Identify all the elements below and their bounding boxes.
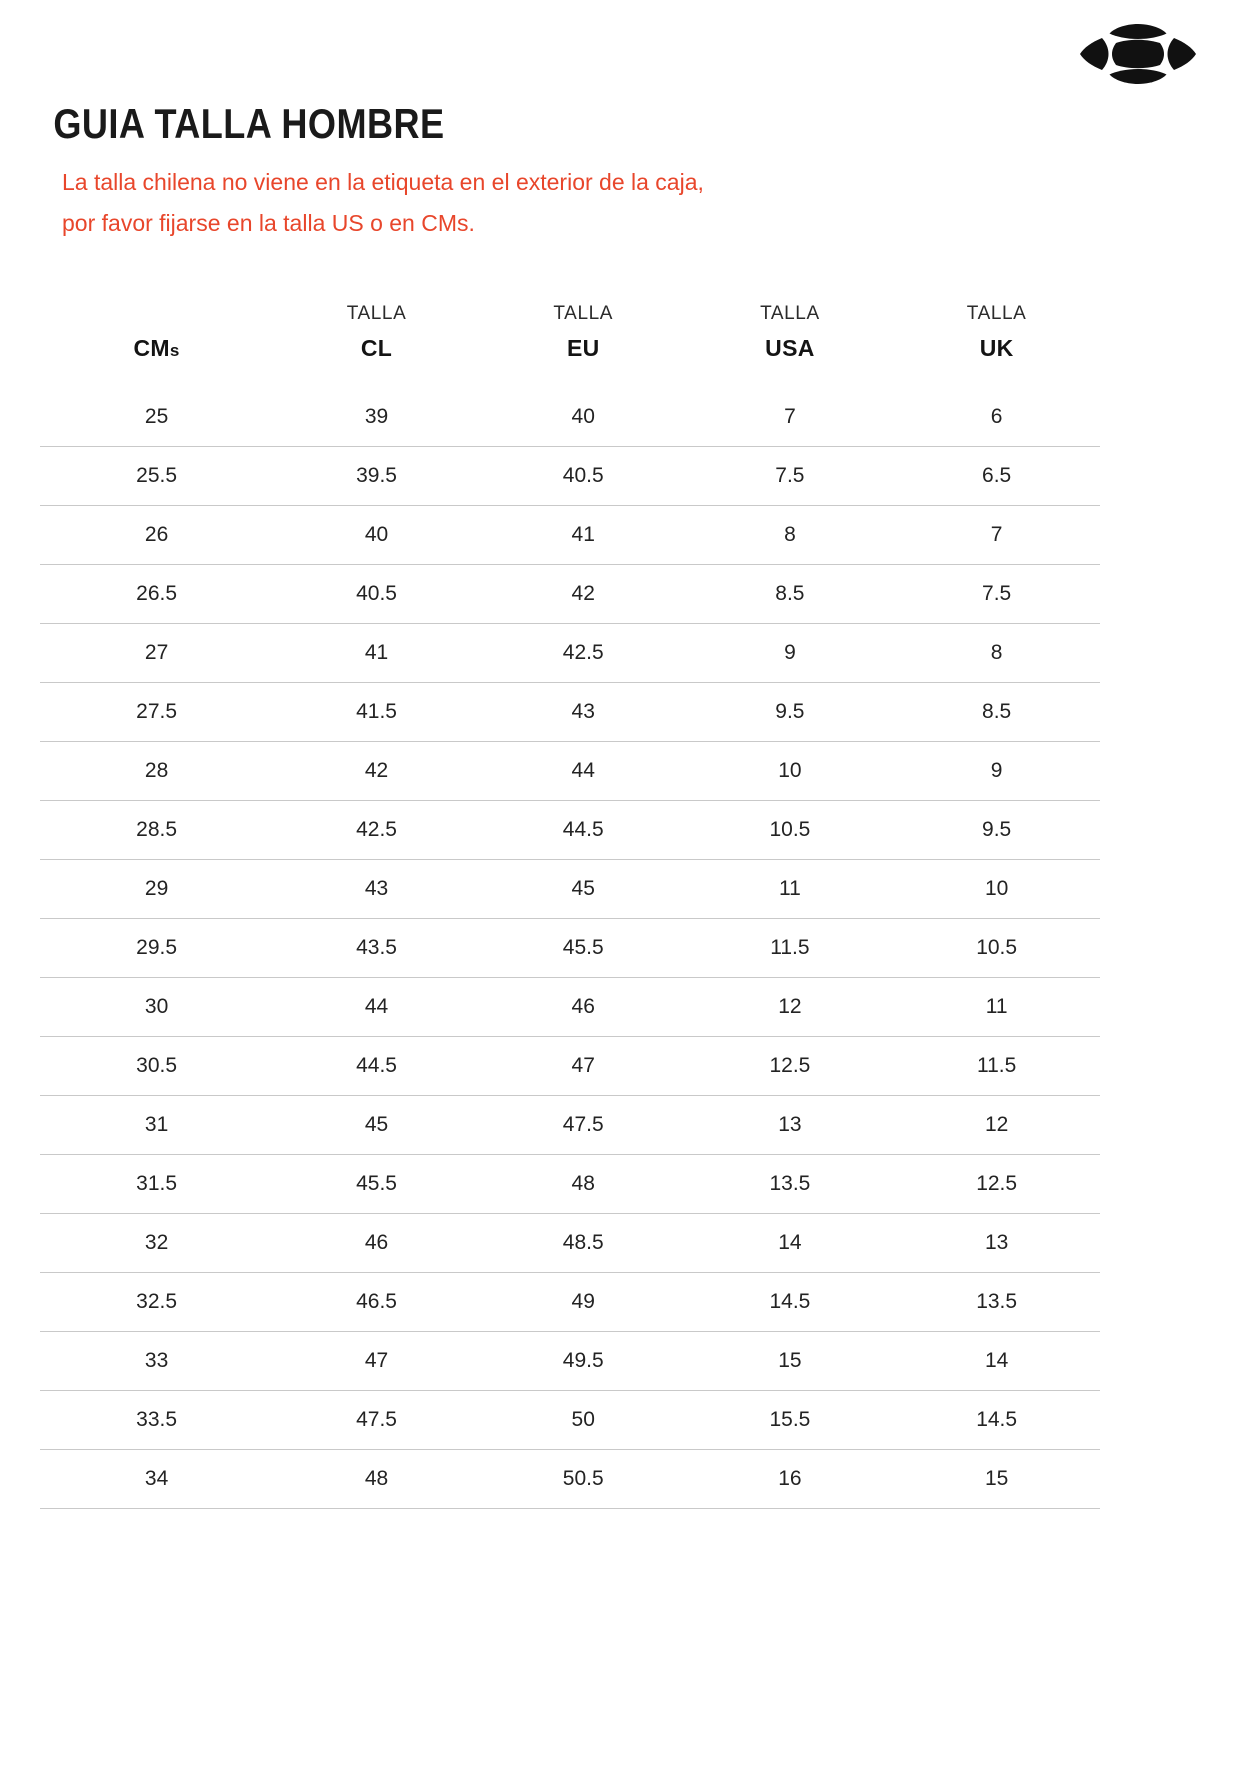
notice-block (0, 148, 1000, 241)
table-cell: 39.5 (273, 446, 480, 505)
column-header-top-uk: TALLA (966, 302, 1027, 324)
table-cell: 29.5 (40, 918, 273, 977)
table-row (40, 505, 1100, 564)
table-cell: 30.5 (40, 1036, 273, 1095)
table-cell: 42 (273, 741, 480, 800)
table-cell: 11.5 (893, 1036, 1100, 1095)
table-cell: 46 (273, 1213, 480, 1272)
table-cell: 41 (480, 505, 687, 564)
table-cell: 15 (687, 1331, 894, 1390)
column-header-main-uk: UK (979, 334, 1014, 361)
table-cell: 12.5 (687, 1036, 894, 1095)
table-row (40, 1390, 1100, 1449)
table-cell: 45.5 (480, 918, 687, 977)
table-row (40, 1154, 1100, 1213)
table-cell: 12.5 (893, 1154, 1100, 1213)
table-cell: 33 (40, 1331, 273, 1390)
table-cell: 10.5 (687, 800, 894, 859)
table-row (40, 564, 1100, 623)
table-cell: 15.5 (687, 1390, 894, 1449)
table-cell: 14.5 (687, 1272, 894, 1331)
table-cell: 47.5 (273, 1390, 480, 1449)
table-cell: 48.5 (480, 1213, 687, 1272)
column-header-main-cms: CMs (133, 334, 180, 361)
table-cell: 9.5 (893, 800, 1100, 859)
table-cell: 25.5 (40, 446, 273, 505)
table-cell: 9 (893, 741, 1100, 800)
table-cell: 43 (273, 859, 480, 918)
table-cell: 45 (480, 859, 687, 918)
table-cell: 29 (40, 859, 273, 918)
table-cell: 49.5 (480, 1331, 687, 1390)
table-cell: 44 (273, 977, 480, 1036)
table-row (40, 977, 1100, 1036)
table-cell: 40 (480, 388, 687, 447)
table-cell: 43.5 (273, 918, 480, 977)
notice-line-1: La talla chilena no viene en la etiqueta en el exterior de la caja, (62, 169, 704, 195)
column-header-top-usa: TALLA (760, 302, 820, 324)
column-header-main-cl: CL (360, 334, 393, 361)
table-cell: 28 (40, 741, 273, 800)
table-cell: 33.5 (40, 1390, 273, 1449)
column-header-uk (893, 303, 1100, 388)
table-cell: 7.5 (893, 564, 1100, 623)
table-cell: 46.5 (273, 1272, 480, 1331)
table-cell: 13 (893, 1213, 1100, 1272)
table-cell: 14.5 (893, 1390, 1100, 1449)
column-header-main-eu: EU (566, 334, 600, 361)
table-row (40, 1272, 1100, 1331)
column-header-cms (40, 303, 273, 388)
table-row (40, 623, 1100, 682)
table-cell: 27 (40, 623, 273, 682)
table-cell: 10 (893, 859, 1100, 918)
notice-line-2: por favor fijarse en la talla US o en CMs. (62, 210, 475, 237)
table-cell: 48 (480, 1154, 687, 1213)
column-header-cl (273, 303, 480, 388)
table-row (40, 800, 1100, 859)
table-cell: 13.5 (687, 1154, 894, 1213)
table-header (40, 303, 1100, 388)
table-cell: 7.5 (687, 446, 894, 505)
table-cell: 30 (40, 977, 273, 1036)
table-cell: 11.5 (687, 918, 894, 977)
table-cell: 44.5 (273, 1036, 480, 1095)
table-cell: 26.5 (40, 564, 273, 623)
table-cell: 13 (687, 1095, 894, 1154)
table-cell: 16 (687, 1449, 894, 1508)
table-cell: 44.5 (480, 800, 687, 859)
column-header-top-eu: TALLA (553, 302, 614, 324)
table-cell: 34 (40, 1449, 273, 1508)
page-title: GUIA TALLA HOMBRE (53, 100, 445, 147)
table-cell: 45.5 (273, 1154, 480, 1213)
table-row (40, 1449, 1100, 1508)
column-header-eu (480, 303, 687, 388)
table-cell: 12 (893, 1095, 1100, 1154)
table-cell: 7 (893, 505, 1100, 564)
table-cell: 42.5 (273, 800, 480, 859)
table-body (40, 388, 1100, 1509)
table-cell: 6.5 (893, 446, 1100, 505)
table-cell: 8 (687, 505, 894, 564)
under-armour-logo-icon (1072, 18, 1204, 90)
table-cell: 14 (687, 1213, 894, 1272)
table-cell: 7 (687, 388, 894, 447)
table-cell: 47 (273, 1331, 480, 1390)
table-cell: 42.5 (480, 623, 687, 682)
table-cell: 27.5 (40, 682, 273, 741)
table-cell: 40 (273, 505, 480, 564)
table-cell: 47.5 (480, 1095, 687, 1154)
table-cell: 13.5 (893, 1272, 1100, 1331)
table-cell: 14 (893, 1331, 1100, 1390)
table-cell: 45 (273, 1095, 480, 1154)
table-cell: 40.5 (273, 564, 480, 623)
table-row (40, 859, 1100, 918)
table-cell: 43 (480, 682, 687, 741)
table-row (40, 918, 1100, 977)
table-row (40, 741, 1100, 800)
table-cell: 40.5 (480, 446, 687, 505)
table-cell: 8 (893, 623, 1100, 682)
table-row (40, 1213, 1100, 1272)
table-cell: 9 (687, 623, 894, 682)
table-cell: 32.5 (40, 1272, 273, 1331)
table-row (40, 1095, 1100, 1154)
table-cell: 15 (893, 1449, 1100, 1508)
table-cell: 10.5 (893, 918, 1100, 977)
table-cell: 44 (480, 741, 687, 800)
table-cell: 41.5 (273, 682, 480, 741)
table-cell: 9.5 (687, 682, 894, 741)
table-cell: 50 (480, 1390, 687, 1449)
table-row (40, 388, 1100, 447)
table-cell: 12 (687, 977, 894, 1036)
table-cell: 41 (273, 623, 480, 682)
table-row (40, 446, 1100, 505)
column-header-top-cl: TALLA (346, 302, 407, 324)
table-header-row (40, 303, 1100, 388)
table-cell: 39 (273, 388, 480, 447)
table-cell: 25 (40, 388, 273, 447)
table-cell: 48 (273, 1449, 480, 1508)
table-cell: 11 (893, 977, 1100, 1036)
table-cell: 47 (480, 1036, 687, 1095)
table-cell: 42 (480, 564, 687, 623)
table-cell: 6 (893, 388, 1100, 447)
table-cell: 8.5 (893, 682, 1100, 741)
table-cell: 46 (480, 977, 687, 1036)
column-header-main-usa: USA (765, 334, 815, 361)
table-cell: 31.5 (40, 1154, 273, 1213)
table-row (40, 1036, 1100, 1095)
column-header-usa (687, 303, 894, 388)
size-conversion-table (40, 303, 1100, 1509)
table-row (40, 682, 1100, 741)
table-cell: 8.5 (687, 564, 894, 623)
table-cell: 11 (687, 859, 894, 918)
table-cell: 50.5 (480, 1449, 687, 1508)
table-cell: 26 (40, 505, 273, 564)
table-cell: 32 (40, 1213, 273, 1272)
table-cell: 10 (687, 741, 894, 800)
table-cell: 49 (480, 1272, 687, 1331)
table-row (40, 1331, 1100, 1390)
table-cell: 31 (40, 1095, 273, 1154)
table-cell: 28.5 (40, 800, 273, 859)
